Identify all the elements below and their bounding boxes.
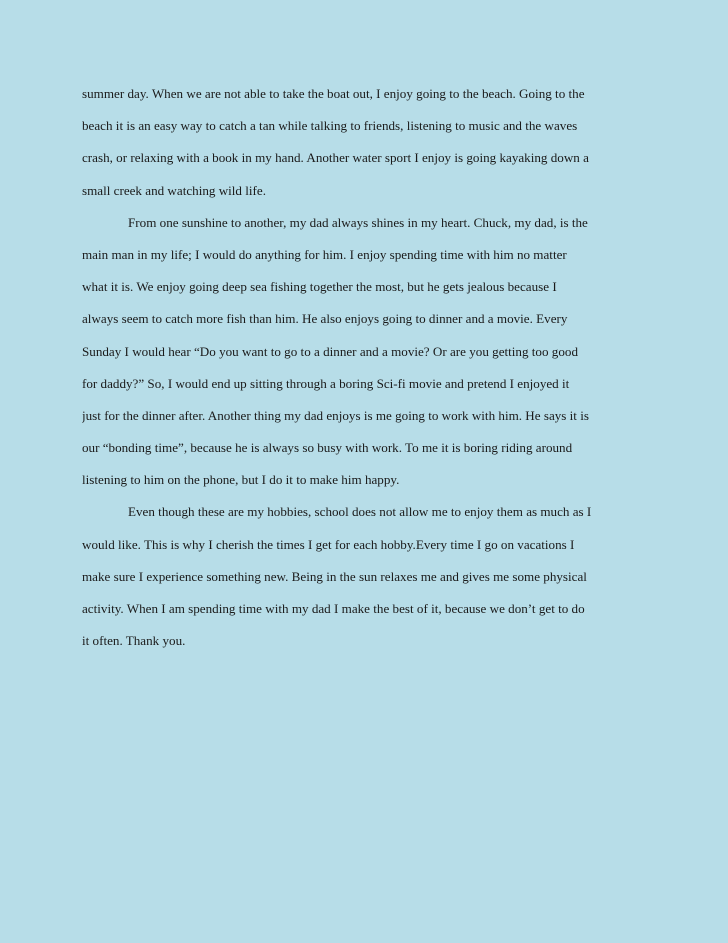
paragraph-3-line-3: make sure I experience something new. Being in the sun relaxes me and gives me some physical (82, 568, 587, 584)
paragraph-2-line-3: what it is. We enjoy going deep sea fishing together the most, but he gets jealous because I (82, 279, 557, 295)
paragraph-2-line-1: From one sunshine to another, my dad always shines in my heart. Chuck, my dad, is the (128, 214, 588, 230)
paragraph-3-line-2: would like. This is why I cherish the times I get for each hobby.Every time I go on vacations I (82, 536, 575, 552)
paragraph-3-line-4: activity. When I am spending time with my dad I make the best of it, because we don’t get to do (82, 601, 585, 616)
paragraph-1-line-3: crash, or relaxing with a book in my hand. Another water sport I enjoy is going kayaking down a (82, 150, 589, 166)
paragraph-2-line-7: just for the dinner after. Another thing my dad enjoys is me going to work with him. He says it is (82, 407, 589, 423)
paragraph-2-line-8: our “bonding time”, because he is always so busy with work. To me it is boring riding around (82, 440, 573, 456)
paragraph-1-line-2: beach it is an easy way to catch a tan while talking to friends, listening to music and the waves (82, 118, 578, 134)
paragraph-3-line-1: Even though these are my hobbies, school does not allow me to enjoy them as much as I (128, 504, 592, 520)
paragraph-2-line-6: for daddy?” So, I would end up sitting through a boring Sci-fi movie and pretend I enjoyed it (82, 375, 570, 391)
paragraph-2-line-9: listening to him on the phone, but I do it to make him happy. (82, 472, 400, 488)
paragraph-2-line-4: always seem to catch more fish than him. He also enjoys going to dinner and a movie. Every (82, 311, 568, 327)
paragraph-1-line-1: summer day. When we are not able to take the boat out, I enjoy going to the beach. Going to the (82, 86, 585, 101)
paragraph-2-line-2: main man in my life; I would do anything for him. I enjoy spending time with him no matter (82, 246, 567, 262)
paragraph-1-line-4: small creek and watching wild life. (82, 182, 266, 198)
document-body (82, 84, 662, 663)
paragraph-2-line-5: Sunday I would hear “Do you want to go to a dinner and a movie? Or are you getting too good (82, 343, 578, 359)
paragraph-3-line-5: it often. Thank you. (82, 633, 186, 649)
